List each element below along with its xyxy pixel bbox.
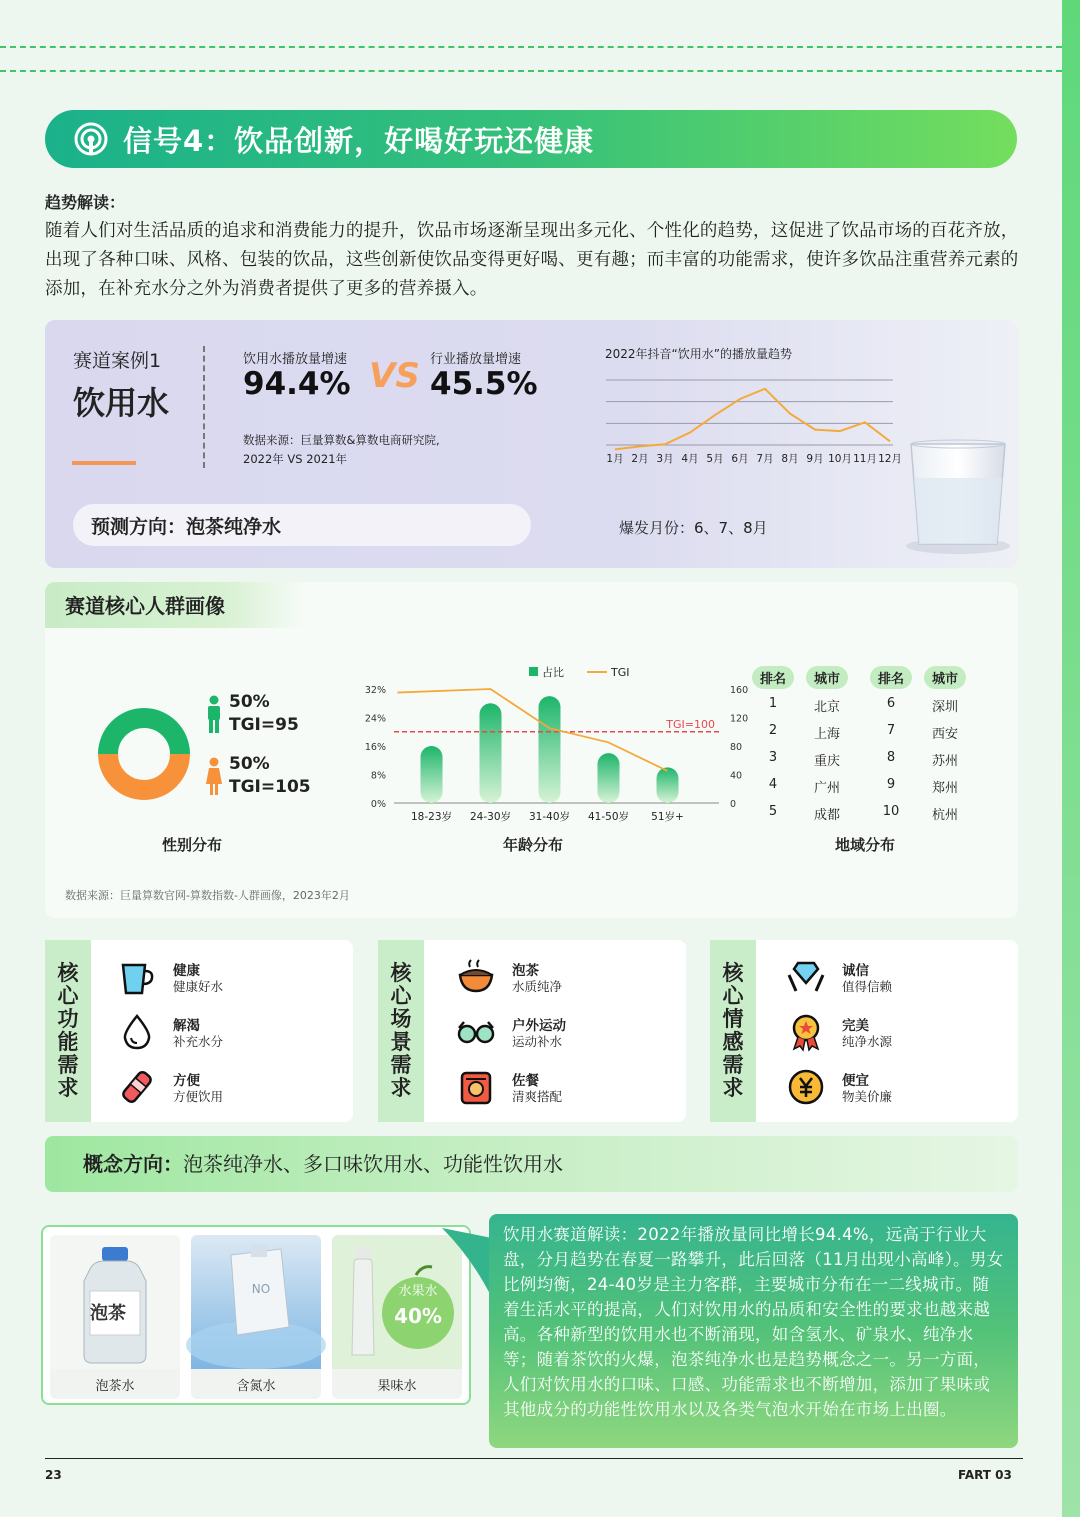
female-slice <box>108 754 180 790</box>
bar <box>539 696 561 803</box>
bottle-icon <box>117 1067 157 1107</box>
region-header <box>745 666 801 689</box>
need-desc: 健康好水 <box>173 979 224 994</box>
persona-title: 赛道核心人群画像 <box>45 582 305 628</box>
x-tick-label: 7月 <box>756 453 774 465</box>
region-header-pill: 城市 <box>806 666 848 689</box>
nitrogen-water-pouch-image <box>191 1235 321 1369</box>
side-char: 景 <box>390 1030 412 1054</box>
rank-cell: 6 <box>886 696 896 711</box>
male-share: 50% <box>229 692 270 712</box>
side-char: 求 <box>390 1076 412 1100</box>
city-cell: 重庆 <box>813 754 840 769</box>
burst-months: 爆发月份：6、7、8月 <box>619 519 768 537</box>
city-cell: 深圳 <box>931 700 958 715</box>
footer-divider <box>45 1458 1023 1459</box>
need-desc: 补充水分 <box>173 1034 224 1049</box>
bar <box>657 767 679 803</box>
concept-label: 概念方向： <box>83 1152 183 1176</box>
rank-cell: 7 <box>886 723 896 738</box>
trust-hands-icon <box>786 957 826 997</box>
need-desc: 运动补水 <box>512 1034 563 1049</box>
cup-icon <box>117 957 157 997</box>
product-label: 含氮水 <box>236 1379 276 1394</box>
product-label: 泡茶水 <box>95 1379 135 1394</box>
case-source <box>243 431 440 469</box>
city-cell: 广州 <box>813 781 840 796</box>
region-header <box>863 666 919 689</box>
need-side-label <box>45 940 91 1122</box>
x-tick-label: 9月 <box>806 453 824 465</box>
x-tick-label: 1月 <box>606 453 624 465</box>
side-char: 需 <box>57 1053 79 1077</box>
metric1-value: 94.4% <box>243 366 351 402</box>
side-char: 求 <box>722 1076 744 1100</box>
need-desc: 值得信赖 <box>842 979 893 994</box>
yuan-coin-icon <box>786 1067 826 1107</box>
female-tgi: TGI=105 <box>229 777 311 797</box>
y-left-tick: 16% <box>364 742 386 753</box>
line-chart <box>555 362 902 472</box>
city-cell: 西安 <box>931 727 958 742</box>
need-side-label <box>378 940 424 1122</box>
need-card-function <box>45 940 353 1122</box>
side-char: 心 <box>390 984 412 1008</box>
product-card <box>191 1235 321 1399</box>
need-desc: 物美价廉 <box>842 1089 893 1104</box>
tea-bowl-icon <box>456 957 496 997</box>
region-header-pill: 排名 <box>752 666 794 689</box>
need-title: 方便 <box>173 1073 200 1089</box>
concept-text: 泡茶纯净水、多口味饮用水、功能性饮用水 <box>183 1152 563 1176</box>
rank-cell: 10 <box>882 804 900 819</box>
y-right-tick: 80 <box>730 742 743 753</box>
tgi-reference-label: TGI=100 <box>666 717 715 731</box>
product-image <box>191 1235 321 1369</box>
product-label: 果味水 <box>377 1379 417 1394</box>
legend-share-swatch <box>529 667 538 676</box>
male-slice <box>108 718 180 754</box>
side-char: 核 <box>390 961 412 985</box>
x-tick-label: 3月 <box>656 453 674 465</box>
x-tick-label: 31-40岁 <box>528 811 571 823</box>
need-title: 完美 <box>842 1018 869 1034</box>
need-desc: 水质纯净 <box>512 979 563 994</box>
part-label: FART 03 <box>958 1468 1012 1482</box>
fruit-water-text: 水果水 <box>398 1284 438 1299</box>
rank-cell: 1 <box>768 696 778 711</box>
rank-cell: 9 <box>886 777 896 792</box>
need-desc: 纯净水源 <box>842 1034 893 1049</box>
x-tick-label: 12月 <box>878 453 902 465</box>
trend-text: 随着人们对生活品质的追求和消费能力的提升，饮品市场逐渐呈现出多元化、个性化的趋势，这促进了饮品市场的百花齐放，出现了各种口味、风格、包装的饮品，这些创新使饮品变得更好喝、更有趣；而丰富的功能需求，使许多饮品注重营养元素的添加，在补充水分之外为消费者提供了更多的营养摄入。 <box>45 221 1019 299</box>
analysis-text: 饮用水赛道解读：2022年播放量同比增长94.4%，远高于行业大盘，分月趋势在春夏一路攀升，此后回落（11月出现小高峰）。男女比例均衡，24-40岁是主力客群，主要城市分布在一二线城市。随着生活水平的提高，人们对饮用水的品质和安全性的要求也越来越高。各种新型的饮用水也不断涌现，如含氢水、矿泉水、纯净水等；随着茶饮的火爆，泡茶纯净水也是趋势概念之一。另一方面，人们对饮用水的口味、口感、功能需求也不断增加，添加了果味或其他成分的功能性饮用水以及各类气泡水开始在市场上出圈。 <box>489 1214 1018 1448</box>
side-char: 核 <box>722 961 744 985</box>
rank-cell: 5 <box>768 804 778 819</box>
product-image <box>50 1235 180 1369</box>
trend-label: 趋势解读： <box>45 193 126 212</box>
water-glass-image <box>903 438 1013 558</box>
legend-share-label: 占比 <box>542 666 564 679</box>
side-char: 求 <box>57 1076 79 1100</box>
metric2-value: 45.5% <box>430 366 538 402</box>
series-line <box>615 389 890 450</box>
water-drop-icon <box>117 1012 157 1052</box>
side-char: 心 <box>722 984 744 1008</box>
page-title: 信号4：饮品创新，好喝好玩还健康 <box>123 123 595 158</box>
x-tick-label: 41-50岁 <box>587 811 630 823</box>
x-tick-label: 4月 <box>681 453 699 465</box>
metric1-label: 饮用水播放量增速 <box>243 352 348 367</box>
case-name: 饮用水 <box>73 384 170 422</box>
female-person-icon <box>205 757 223 797</box>
region-label: 地域分布 <box>835 836 896 854</box>
side-char: 能 <box>57 1030 79 1054</box>
rank-cell: 8 <box>886 750 896 765</box>
rank-cell: 2 <box>768 723 778 738</box>
product-card <box>50 1235 180 1399</box>
x-tick-label: 51岁+ <box>651 811 684 823</box>
y-left-tick: 24% <box>364 713 386 725</box>
pouch-text: NO <box>251 1282 271 1296</box>
legend-tgi-label: TGI <box>611 666 630 679</box>
rank-cell: 3 <box>768 750 778 765</box>
need-card-emotion <box>710 940 1018 1122</box>
x-tick-label: 10月 <box>828 453 852 465</box>
side-char: 需 <box>390 1053 412 1077</box>
water-jug-image <box>50 1235 180 1369</box>
region-header <box>799 666 855 689</box>
persona-card <box>45 582 1018 918</box>
bottle-text: 泡茶 <box>90 1303 126 1324</box>
bar <box>480 703 502 803</box>
glasses-icon <box>456 1012 496 1052</box>
female-share: 50% <box>229 754 270 774</box>
x-tick-label: 2月 <box>631 453 649 465</box>
x-tick-label: 5月 <box>706 453 724 465</box>
dashed-divider-bottom <box>0 70 1062 72</box>
city-cell: 郑州 <box>931 781 958 796</box>
side-char: 核 <box>57 961 79 985</box>
age-bar-chart <box>357 662 749 832</box>
bar <box>598 753 620 803</box>
side-char: 感 <box>722 1030 744 1054</box>
need-title: 便宜 <box>842 1073 869 1089</box>
case-source-line1: 数据来源：巨量算数&算数电商研究院, <box>243 433 440 447</box>
need-card-scene <box>378 940 686 1122</box>
need-title: 泡茶 <box>512 963 539 979</box>
page-number: 23 <box>45 1468 62 1482</box>
region-header-pill: 排名 <box>870 666 912 689</box>
need-desc: 方便饮用 <box>173 1089 224 1104</box>
x-tick-label: 11月 <box>853 453 877 465</box>
need-title: 健康 <box>173 963 200 979</box>
vertical-divider <box>203 346 205 468</box>
accent-bar <box>72 461 136 465</box>
side-char: 心 <box>57 984 79 1008</box>
y-left-tick: 0% <box>370 799 386 810</box>
city-cell: 上海 <box>813 727 840 742</box>
gender-donut-chart <box>97 707 191 801</box>
meal-icon <box>456 1067 496 1107</box>
region-header-pill: 城市 <box>924 666 966 689</box>
bar <box>421 746 443 803</box>
need-desc: 清爽搭配 <box>512 1089 563 1104</box>
metric2-label: 行业播放量增速 <box>430 352 522 367</box>
section-banner <box>45 110 1017 168</box>
side-char: 场 <box>390 1007 412 1031</box>
persona-source: 数据来源：巨量算数官网-算数指数-人群画像，2023年2月 <box>65 889 350 902</box>
need-side-label <box>710 940 756 1122</box>
signal-icon <box>73 121 109 157</box>
x-tick-label: 6月 <box>731 453 749 465</box>
x-tick-label: 8月 <box>781 453 799 465</box>
need-title: 解渴 <box>173 1018 200 1034</box>
need-title: 诚信 <box>842 963 869 979</box>
case-source-line2: 2022年 VS 2021年 <box>243 452 348 466</box>
right-edge-strip <box>1062 0 1080 1517</box>
concept-bar <box>45 1136 1018 1192</box>
male-person-icon <box>205 695 223 735</box>
y-right-tick: 40 <box>730 770 743 782</box>
fruit-water-badge: 40% <box>394 1304 442 1328</box>
case-number: 赛道案例1 <box>73 350 162 372</box>
case-card <box>45 320 1018 568</box>
products-panel <box>41 1225 471 1405</box>
y-left-tick: 32% <box>364 685 386 696</box>
y-right-tick: 160 <box>730 685 749 696</box>
city-cell: 北京 <box>813 700 840 715</box>
rank-cell: 4 <box>768 777 778 792</box>
y-right-tick: 120 <box>730 713 749 725</box>
award-icon <box>786 1012 826 1052</box>
y-right-tick: 0 <box>730 799 737 810</box>
x-tick-label: 24-30岁 <box>469 811 512 823</box>
side-char: 功 <box>57 1007 79 1031</box>
need-title: 佐餐 <box>512 1073 539 1089</box>
y-left-tick: 8% <box>370 770 386 782</box>
dashed-divider-top <box>0 46 1062 48</box>
gender-label: 性别分布 <box>162 836 223 854</box>
x-tick-label: 18-23岁 <box>410 811 453 823</box>
line-chart-title: 2022年抖音“饮用水”的播放量趋势 <box>605 347 792 361</box>
age-label: 年龄分布 <box>503 836 564 854</box>
vs-mark: VS <box>369 356 420 396</box>
region-header <box>917 666 973 689</box>
city-cell: 杭州 <box>931 808 958 823</box>
male-tgi: TGI=95 <box>229 715 299 735</box>
prediction-pill: 预测方向：泡茶纯净水 <box>73 504 531 546</box>
city-cell: 苏州 <box>931 754 958 769</box>
side-char: 情 <box>722 1007 744 1031</box>
need-title: 户外运动 <box>512 1018 566 1034</box>
city-cell: 成都 <box>813 808 840 823</box>
side-char: 需 <box>722 1053 744 1077</box>
